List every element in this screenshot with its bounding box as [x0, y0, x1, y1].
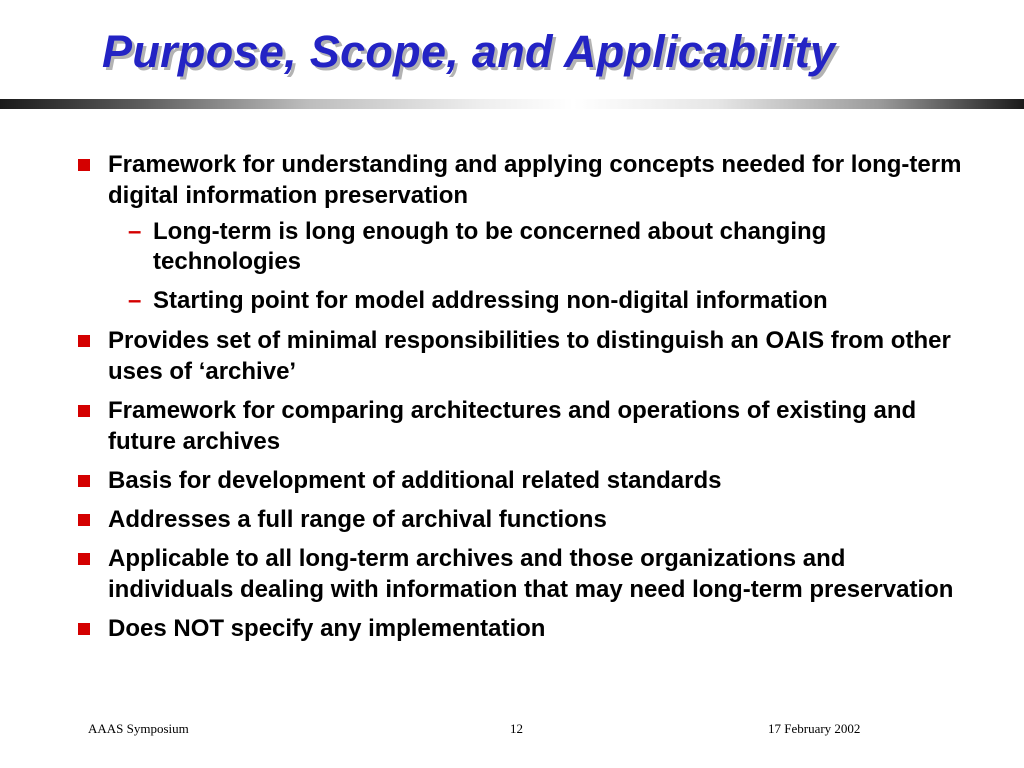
bullet-item	[74, 325, 974, 387]
bullet-text: Addresses a full range of archival functions	[108, 506, 607, 533]
dash-bullet-icon: –	[128, 287, 142, 314]
sub-bullet-item	[108, 286, 974, 316]
sub-bullet-item	[108, 217, 974, 277]
sub-bullet-list	[108, 217, 974, 316]
square-bullet-icon	[78, 159, 90, 171]
bullet-item	[74, 395, 974, 457]
dash-bullet-icon: –	[128, 218, 142, 245]
bullet-text: Applicable to all long-term archives and those organizations and individuals dealing with information that may need long-term preservation	[108, 545, 954, 603]
bullet-text: Framework for comparing architectures and operations of existing and future archives	[108, 397, 917, 455]
title-divider	[0, 99, 1024, 109]
bullet-item	[74, 465, 974, 496]
square-bullet-icon	[78, 553, 90, 565]
bullet-text: Basis for development of additional related standards	[108, 467, 722, 494]
bullet-item	[74, 613, 974, 644]
bullet-text: Does NOT specify any implementation	[108, 615, 546, 642]
bullet-item	[74, 149, 974, 316]
slide-title: Purpose, Scope, and Applicability	[102, 26, 836, 77]
bullet-text: Provides set of minimal responsibilities to distinguish an OAIS from other uses of ‘archive’	[108, 327, 951, 385]
square-bullet-icon	[78, 335, 90, 347]
footer-event: AAAS Symposium	[88, 721, 189, 736]
bullet-text: Framework for understanding and applying concepts needed for long-term digital information preservation	[108, 151, 962, 209]
bullet-item	[74, 543, 974, 605]
footer-page-number: 12	[510, 721, 523, 736]
footer-date: 17 February 2002	[768, 721, 861, 736]
sub-bullet-text: Long-term is long enough to be concerned about changing technologies	[153, 218, 827, 275]
square-bullet-icon	[78, 623, 90, 635]
square-bullet-icon	[78, 405, 90, 417]
square-bullet-icon	[78, 475, 90, 487]
bullet-list	[74, 149, 974, 652]
sub-bullet-text: Starting point for model addressing non-digital information	[153, 287, 828, 314]
square-bullet-icon	[78, 514, 90, 526]
bullet-item	[74, 504, 974, 535]
